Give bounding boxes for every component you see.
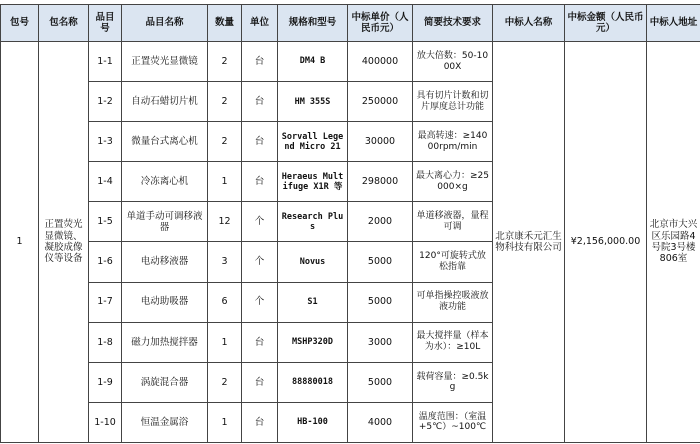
award-results-table <box>0 4 700 443</box>
item-tech-spec: 载荷容量：≥0.5kg <box>413 362 493 402</box>
item-tech-spec: 最大搅拌量（样本为水）：≥10L <box>413 322 493 362</box>
item-number: 1-3 <box>89 122 122 162</box>
item-unit-price: 5000 <box>348 362 413 402</box>
item-number: 1-6 <box>89 242 122 282</box>
item-model: Heraeus Multifuge X1R 等 <box>278 162 348 202</box>
item-unit-price: 5000 <box>348 242 413 282</box>
item-unit-price: 400000 <box>348 42 413 82</box>
item-unit: 台 <box>242 322 278 362</box>
item-model: 88880018 <box>278 362 348 402</box>
item-unit: 台 <box>242 362 278 402</box>
item-number: 1-2 <box>89 82 122 122</box>
item-model: HB-100 <box>278 402 348 442</box>
item-number: 1-8 <box>89 322 122 362</box>
item-tech-spec: 单道移液器，量程可调 <box>413 202 493 242</box>
item-quantity: 2 <box>208 82 242 122</box>
header-price: 中标单价（人民币元） <box>348 5 413 42</box>
item-number: 1-10 <box>89 402 122 442</box>
item-name: 电动助吸器 <box>122 282 208 322</box>
item-tech-spec: 放大倍数：50-1000X <box>413 42 493 82</box>
item-number: 1-9 <box>89 362 122 402</box>
item-unit: 台 <box>242 162 278 202</box>
item-name: 自动石蜡切片机 <box>122 82 208 122</box>
header-item-name: 品目名称 <box>122 5 208 42</box>
header-pkg-no: 包号 <box>1 5 39 42</box>
item-quantity: 1 <box>208 402 242 442</box>
item-unit: 台 <box>242 402 278 442</box>
item-number: 1-1 <box>89 42 122 82</box>
item-model: MSHP320D <box>278 322 348 362</box>
item-name: 单道手动可调移液器 <box>122 202 208 242</box>
item-name: 磁力加热搅拌器 <box>122 322 208 362</box>
item-number: 1-5 <box>89 202 122 242</box>
item-unit: 台 <box>242 122 278 162</box>
item-unit: 个 <box>242 282 278 322</box>
item-name: 电动移液器 <box>122 242 208 282</box>
header-model: 规格和型号 <box>278 5 348 42</box>
item-name: 正置荧光显微镜 <box>122 42 208 82</box>
item-model: Sorvall Legend Micro 21 <box>278 122 348 162</box>
item-tech-spec: 温度范围：（室温+5℃）~100℃ <box>413 402 493 442</box>
item-model: Novus <box>278 242 348 282</box>
package-name: 正置荧光显微镜、凝胶成像仪等设备 <box>39 42 89 443</box>
item-unit: 台 <box>242 82 278 122</box>
item-unit-price: 250000 <box>348 82 413 122</box>
package-number: 1 <box>1 42 39 443</box>
header-winner: 中标人名称 <box>493 5 565 42</box>
item-unit: 个 <box>242 202 278 242</box>
item-quantity: 1 <box>208 162 242 202</box>
header-qty: 数量 <box>208 5 242 42</box>
item-quantity: 1 <box>208 322 242 362</box>
item-number: 1-7 <box>89 282 122 322</box>
header-unit: 单位 <box>242 5 278 42</box>
item-quantity: 2 <box>208 122 242 162</box>
table-row <box>1 42 700 82</box>
item-quantity: 3 <box>208 242 242 282</box>
item-quantity: 6 <box>208 282 242 322</box>
item-name: 恒温金属浴 <box>122 402 208 442</box>
item-unit-price: 2000 <box>348 202 413 242</box>
table-header-row <box>1 5 700 42</box>
item-name: 冷冻离心机 <box>122 162 208 202</box>
item-model: S1 <box>278 282 348 322</box>
winner-name: 北京康禾元汇生物科技有限公司 <box>493 42 565 443</box>
item-unit: 个 <box>242 242 278 282</box>
item-unit-price: 298000 <box>348 162 413 202</box>
item-quantity: 2 <box>208 42 242 82</box>
item-quantity: 12 <box>208 202 242 242</box>
item-model: Research Plus <box>278 202 348 242</box>
award-amount: ¥2,156,000.00 <box>565 42 647 443</box>
item-name: 涡旋混合器 <box>122 362 208 402</box>
item-quantity: 2 <box>208 362 242 402</box>
item-name: 微量台式离心机 <box>122 122 208 162</box>
item-tech-spec: 最大离心力：≥25000×g <box>413 162 493 202</box>
header-pkg-name: 包名称 <box>39 5 89 42</box>
item-unit-price: 4000 <box>348 402 413 442</box>
item-number: 1-4 <box>89 162 122 202</box>
item-unit-price: 30000 <box>348 122 413 162</box>
item-unit-price: 5000 <box>348 282 413 322</box>
item-model: DM4 B <box>278 42 348 82</box>
item-tech-spec: 可单指操控吸液放液功能 <box>413 282 493 322</box>
item-tech-spec: 120°可旋转式放松指靠 <box>413 242 493 282</box>
winner-address: 北京市大兴区乐园路4号院3号楼806室 <box>647 42 700 443</box>
header-address: 中标人地址 <box>647 5 700 42</box>
item-unit: 台 <box>242 42 278 82</box>
item-unit-price: 3000 <box>348 322 413 362</box>
header-item-no: 品目号 <box>89 5 122 42</box>
header-tech: 简要技术要求 <box>413 5 493 42</box>
item-model: HM 355S <box>278 82 348 122</box>
item-tech-spec: 最高转速：≥14000rpm/min <box>413 122 493 162</box>
header-amount: 中标金额（人民币元） <box>565 5 647 42</box>
item-tech-spec: 具有切片计数和切片厚度总计功能 <box>413 82 493 122</box>
